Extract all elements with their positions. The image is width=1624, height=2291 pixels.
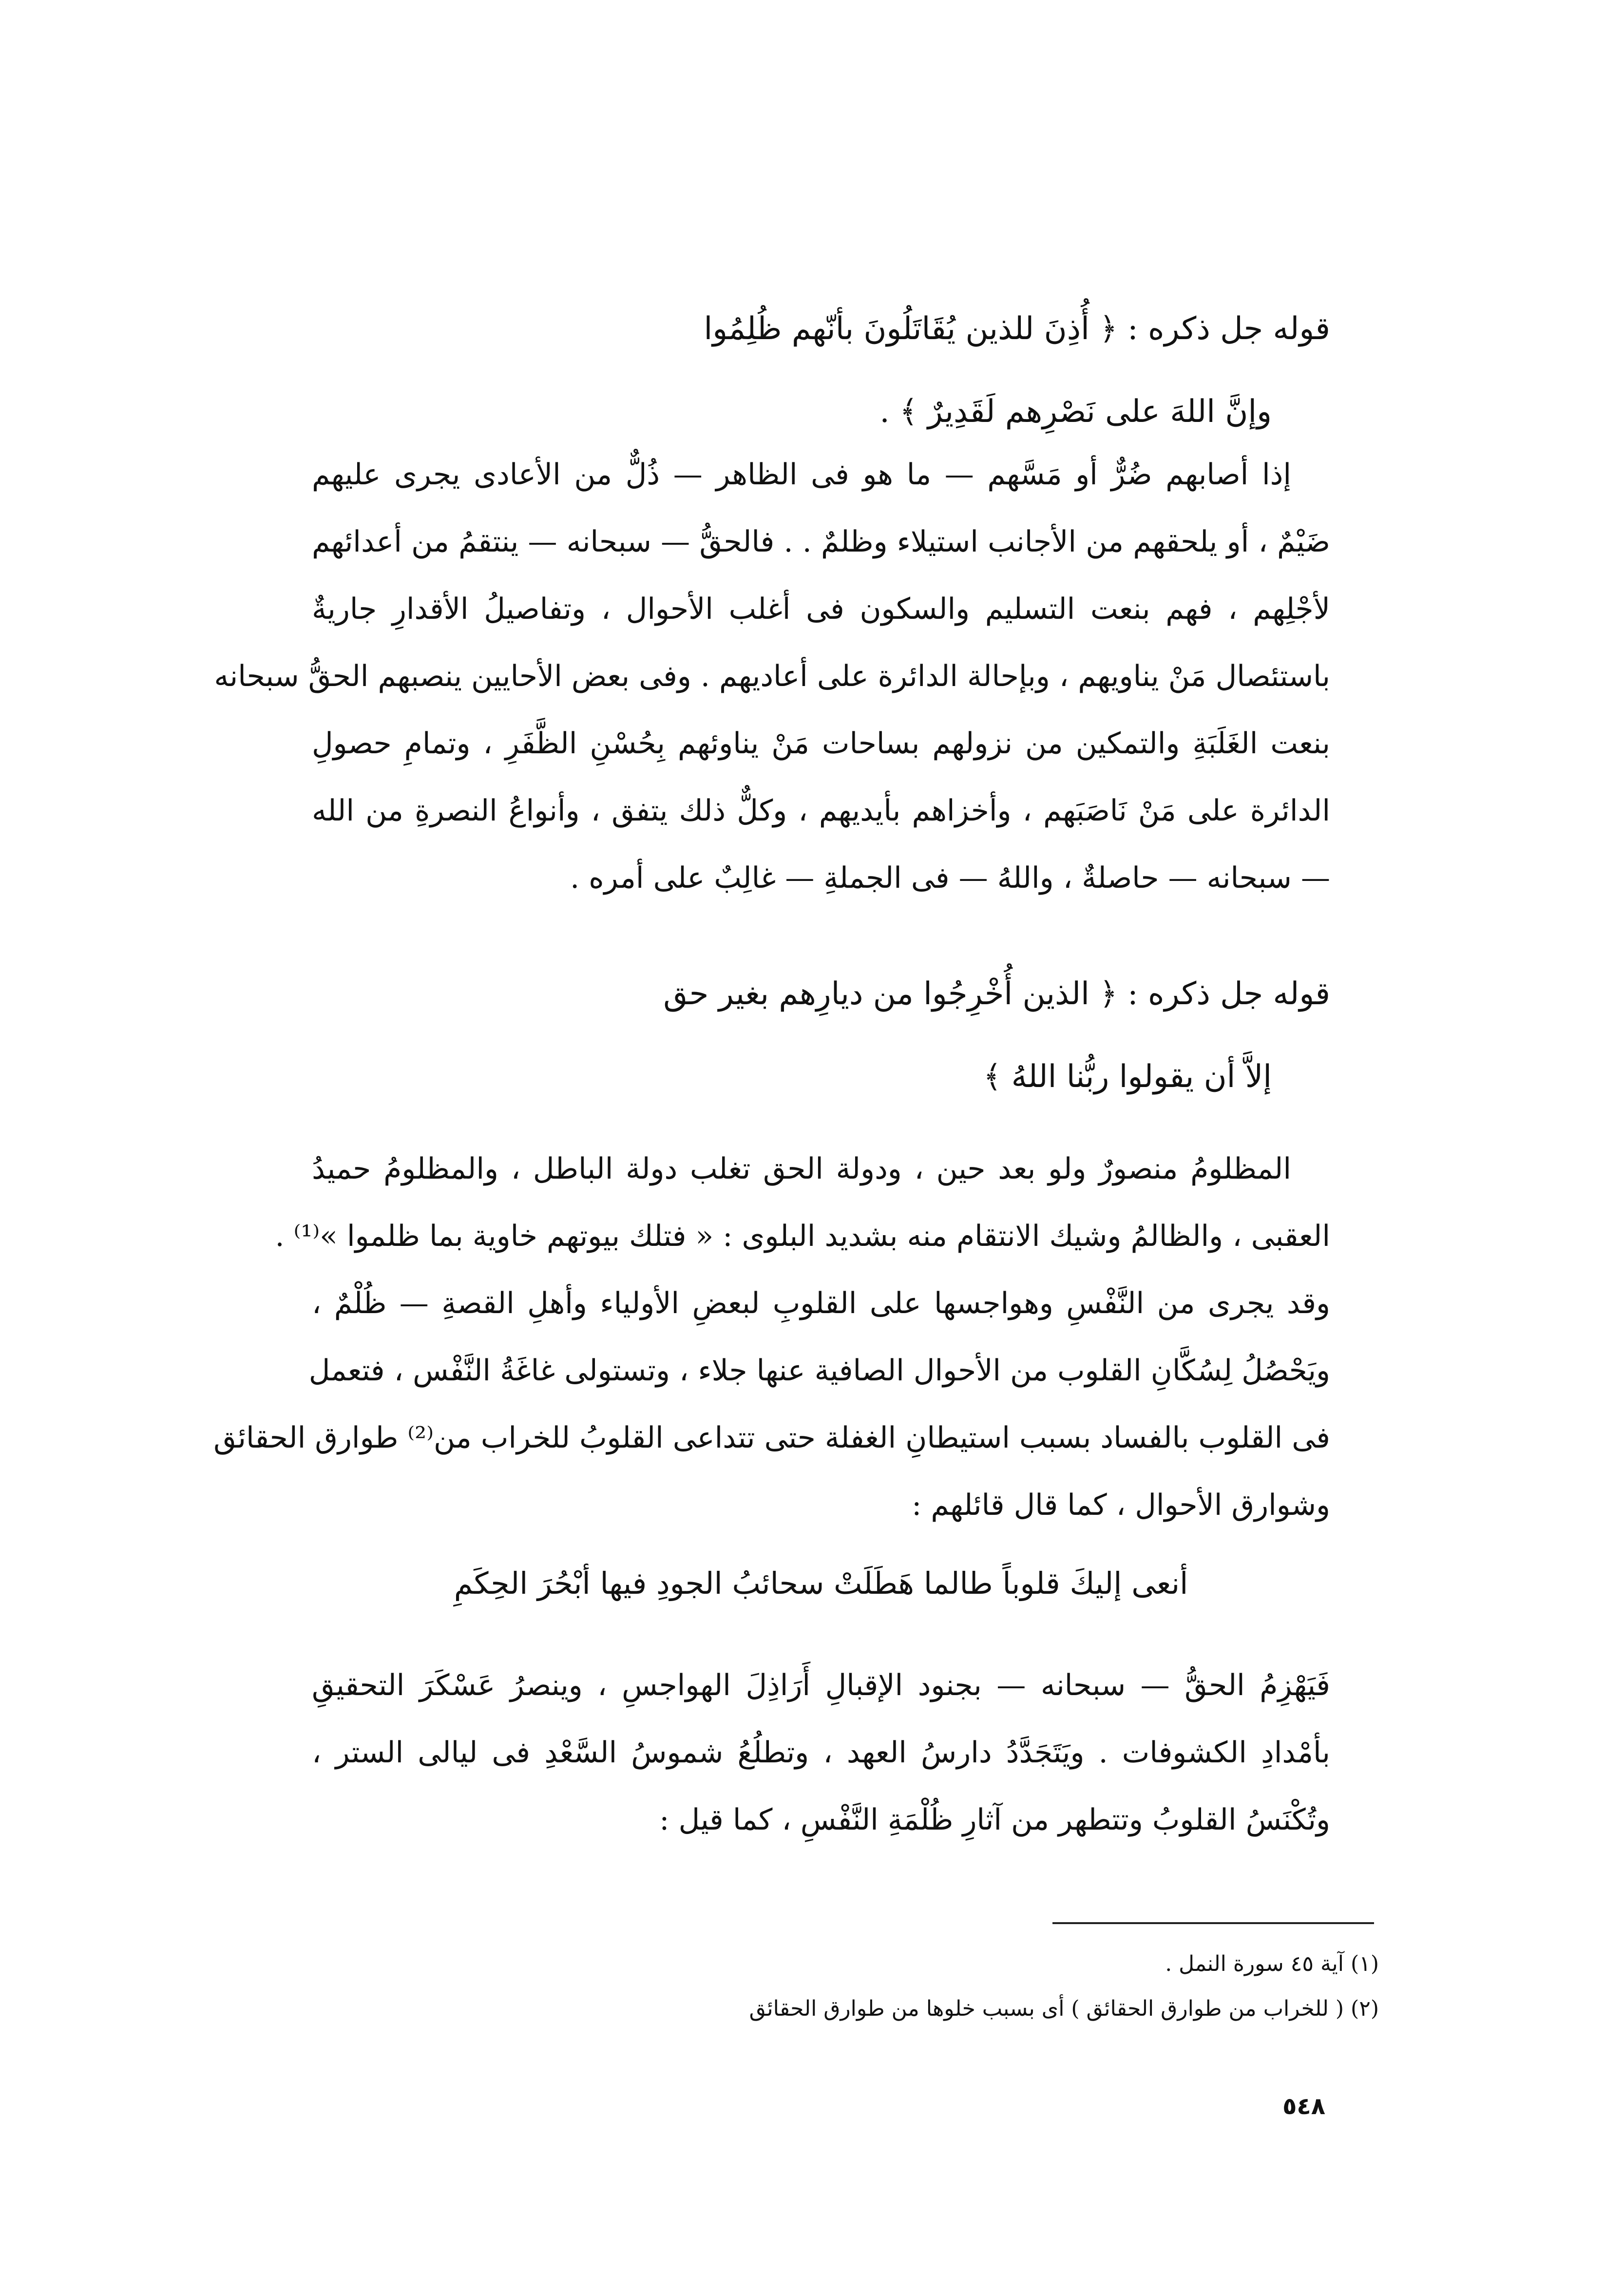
commentary-paragraph-2 [213, 1135, 1330, 1539]
paragraph-line: بنعت الغَلَبَةِ والتمكين من نزولهم بساحات مَنْ يناوئهم بِحُسْنِ الظَّفَرِ ، وتمامِ حصولِ [312, 726, 1330, 761]
commentary-paragraph-3 [312, 1652, 1330, 1853]
verse-heading-1-line: قوله جل ذكره : ﴿ أُذِنَ للذين يُقَاتَلُونَ بأنّهم ظُلِمُوا [704, 311, 1330, 347]
paragraph-line: وشوارق الأحوال ، كما قال قائلهم : [912, 1488, 1330, 1522]
paragraph-line: العقبى ، والظالمُ وشيك الانتقام منه بشديد البلوى : « فتلك بيوتهم خاوية بما ظلموا »⁽¹⁾ . [275, 1219, 1330, 1253]
paragraph-line: وقد يجرى من النَّفْسِ وهواجسها على القلوبِ لبعضِ الأولياء وأهلِ القصةِ — ظُلْمٌ ، [312, 1286, 1330, 1320]
paragraph-line: المظلومُ منصورٌ ولو بعد حين ، ودولة الحق تغلب دولة الباطل ، والمظلومُ حميدُ [312, 1152, 1291, 1186]
paragraph-line: بأمْدادِ الكشوفات . ويَتَجَدَّدُ دارسُ العهد ، وتطلُعُ شموسُ السَّعْدِ فى ليالى الستر ، [312, 1736, 1330, 1770]
page-number: ٥٤٨ [1282, 2093, 1325, 2120]
footnote-divider [1052, 1922, 1374, 1924]
footnote: (٢) ( للخراب من طوارق الحقائق ) أى بسبب خلوها من طوارق الحقائق [749, 1996, 1379, 2021]
paragraph-line: الدائرة على مَنْ نَاصَبَهم ، وأخزاهم بأيديهم ، وكلٌّ ذلك يتفق ، وأنواعُ النصرةِ من الله [312, 794, 1330, 828]
paragraph-line: ويَحْصُلُ لِسُكَّانِ القلوب من الأحوال الصافية عنها جلاء ، وتستولى غاغَةُ النَّفْس ، فتعمل [308, 1354, 1330, 1388]
verse-heading-2-line: قوله جل ذكره : ﴿ الذين أُخْرِجُوا من ديارِهم بغير حق [663, 976, 1330, 1012]
poetry-verse: أنعى إليكَ قلوباً طالما هَطَلَتْ سحائبُ الجودِ فيها أبْحُرَ الحِكَمِ [454, 1566, 1188, 1601]
footnotes [560, 1942, 1379, 2031]
paragraph-line: وتُكْنَسُ القلوبُ وتتطهر من آثارِ ظُلْمَةِ النَّفْسِ ، كما قيل : [659, 1803, 1330, 1837]
verse-heading-2-line: إلاَّ أن يقولوا ربُّنا اللهُ ﴾ [983, 1059, 1272, 1095]
footnote: (١) آية ٤٥ سورة النمل . [1165, 1951, 1379, 1976]
paragraph-line: لأجْلِهم ، فهم بنعت التسليم والسكون فى أغلب الأحوال ، وتفاصيلُ الأقدارِ جاريةٌ [312, 592, 1330, 626]
commentary-paragraph-1 [214, 441, 1330, 912]
paragraph-line: — سبحانه — حاصلةٌ ، واللهُ — فى الجملةِ — غالِبٌ على أمره . [570, 861, 1330, 895]
paragraph-line: باستئصال مَنْ يناويهم ، وبإحالة الدائرة على أعاديهم . وفى بعض الأحايين ينصبهم الحقُّ سبحانه [214, 659, 1330, 693]
verse-heading-2 [312, 953, 1330, 1118]
verse-heading-1-line: وإنَّ اللهَ على نَصْرِهم لَقَدِيرٌ ﴾ . [879, 394, 1272, 430]
paragraph-line: إذا أصابهم ضُرٌّ أو مَسَّهم — ما هو فى الظاهر — ذُلٌّ من الأعادى يجرى عليهم [312, 458, 1291, 492]
paragraph-line: فى القلوب بالفساد بسبب استيطانِ الغفلة حتى تتداعى القلوبُ للخراب من⁽²⁾ طوارق الحقائق [213, 1421, 1330, 1455]
paragraph-line: فَيَهْزِمُ الحقُّ — سبحانه — بجنود الإقبالِ أَرَاذِلَ الهواجسِ ، وينصرُ عَسْكَرَ التحقيقِ [312, 1668, 1330, 1702]
paragraph-line: ضَيْمٌ ، أو يلحقهم من الأجانب استيلاء وظلمٌ . . فالحقُّ — سبحانه — ينتقمُ من أعدائهم [312, 525, 1330, 559]
verse-heading-1 [312, 287, 1330, 453]
